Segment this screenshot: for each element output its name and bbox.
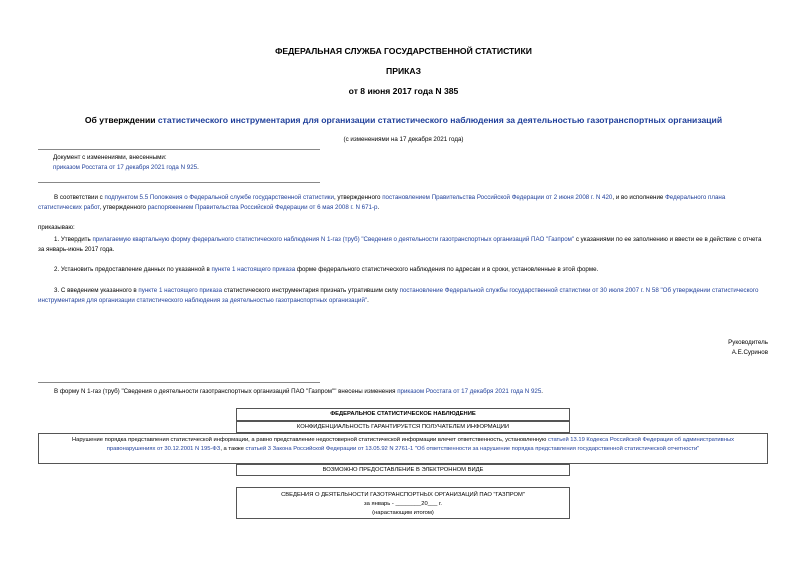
- item-3-link-item[interactable]: пункте 1 настоящего приказа: [138, 287, 223, 294]
- changes-box-line1: Документ с изменениями, внесенными:: [53, 154, 167, 161]
- title-prefix: Об утверждении: [84, 115, 158, 125]
- preamble-link-order[interactable]: распоряжением Правительства Российской Федерации от 6 мая 2008 г. N 671-р: [147, 204, 378, 211]
- form-report-title-box: [236, 487, 570, 519]
- violation-link-law[interactable]: статьей 3 Закона Российской Федерации от 13.05.92 N 2761-1 "Об ответственности за нарушение порядка представления государственной статистической отчетности": [245, 446, 700, 452]
- item-3-text-2: статистического инструментария признать утратившим силу: [222, 287, 400, 294]
- item-2-text-2: форме федерального статистического наблюдения по адресам и в сроки, установленные в этой форме.: [295, 266, 599, 273]
- item-3: [38, 286, 768, 306]
- preamble-text-1: В соответствии с: [54, 194, 105, 201]
- signature-name: А.Е.Суринов: [731, 349, 768, 356]
- signature-role: Руководитель: [728, 339, 768, 346]
- preamble-paragraph: [38, 193, 768, 213]
- item-3-text-1: 3. С введением указанного в: [54, 287, 139, 294]
- item-2-text-1: 2. Установить предоставление данных по указанной в: [54, 266, 212, 273]
- order-word: приказываю:: [38, 224, 75, 231]
- preamble-text-4: , утвержденного: [99, 204, 148, 211]
- changes-box-link[interactable]: приказом Росстата от 17 декабря 2021 года N 925: [53, 164, 198, 171]
- report-period: за январь - ________20___ г.: [363, 501, 442, 507]
- form-confidential-box: КОНФИДЕНЦИАЛЬНОСТЬ ГАРАНТИРУЕТСЯ ПОЛУЧАТЕЛЕМ ИНФОРМАЦИИ: [236, 421, 570, 433]
- item-2: [38, 265, 768, 275]
- form-note-text-2: .: [541, 388, 544, 395]
- violation-link-code[interactable]: статьей 13.19 Кодекса Российской Федерации об административных правонарушениях от 30.12.2001 N 195-ФЗ: [106, 437, 735, 452]
- agency-name: ФЕДЕРАЛЬНАЯ СЛУЖБА ГОСУДАРСТВЕННОЙ СТАТИСТИКИ: [275, 46, 532, 56]
- form-note-text-1: В форму N 1-газ (труб) "Сведения о деятельности газотранспортных организаций ПАО "Газпром"" внесены изменения: [54, 388, 398, 395]
- item-1-link-form[interactable]: прилагаемую квартальную форму федерального статистического наблюдения N 1-газ (труб) "Сведения о деятельности газотранспортных организаций ПАО "Газпром": [92, 236, 575, 243]
- form-note: [54, 387, 769, 397]
- preamble-link-plan[interactable]: Федерального плана статистических работ: [38, 194, 726, 211]
- violation-text-1: Нарушение порядка представления статистической информации, а равно представление недостоверной статистической информации влечет ответственность, установленную: [71, 437, 548, 443]
- title-link[interactable]: статистического инструментария для организации статистического наблюдения за деятельностью газотранспортных организаций: [157, 115, 723, 125]
- item-1: [38, 235, 768, 255]
- form-violation-box: [38, 433, 768, 464]
- item-3-link-resolution[interactable]: постановление Федеральной службы государственной статистики от 30 июля 2007 г. N 58 "Об утверждении статистического инструментария для организации статистического наблюдения за деятельностью газотранспортных организаций": [38, 287, 759, 304]
- preamble-text-2: , утвержденного: [333, 194, 383, 201]
- changes-box: [53, 153, 323, 173]
- form-note-link[interactable]: приказом Росстата от 17 декабря 2021 года N 925: [397, 388, 542, 395]
- form-observation-box: ФЕДЕРАЛЬНОЕ СТАТИСТИЧЕСКОЕ НАБЛЮДЕНИЕ: [236, 408, 570, 421]
- preamble-text-3: , и во исполнение: [612, 194, 666, 201]
- document-title: [0, 115, 807, 125]
- doc-date-number: от 8 июня 2017 года N 385: [348, 86, 459, 96]
- report-cumulative: (нарастающим итогом): [372, 510, 434, 516]
- item-3-text-3: .: [367, 297, 369, 304]
- preamble-text-5: .: [377, 204, 380, 211]
- form-electronic-box: ВОЗМОЖНО ПРЕДОСТАВЛЕНИЕ В ЭЛЕКТРОННОМ ВИДЕ: [236, 464, 570, 476]
- changes-box-bottom-divider: [38, 182, 320, 183]
- changes-box-top-divider: [38, 149, 320, 150]
- changes-box-end: .: [197, 164, 199, 171]
- item-1-text-2: с указаниями по ее заполнению и ввести ее в действие с отчета за январь-июнь 2017 года.: [38, 236, 762, 253]
- doc-type: ПРИКАЗ: [386, 66, 421, 76]
- item-2-link[interactable]: пункте 1 настоящего приказа: [211, 266, 296, 273]
- preamble-link-decree[interactable]: постановлением Правительства Российской Федерации от 2 июня 2008 г. N 420: [382, 194, 613, 201]
- signature: [640, 338, 768, 358]
- violation-text-2: , а также: [220, 446, 246, 452]
- edition-note: (с изменениями на 17 декабря 2021 года): [343, 136, 464, 143]
- item-1-text-1: 1. Утвердить: [54, 236, 93, 243]
- preamble-link-regulation[interactable]: подпунктом 5.5 Положения о Федеральной службе государственной статистики: [104, 194, 334, 201]
- form-note-divider: [38, 382, 320, 383]
- report-title: СВЕДЕНИЯ О ДЕЯТЕЛЬНОСТИ ГАЗОТРАНСПОРТНЫХ ОРГАНИЗАЦИЙ ПАО "ГАЗПРОМ": [281, 492, 525, 498]
